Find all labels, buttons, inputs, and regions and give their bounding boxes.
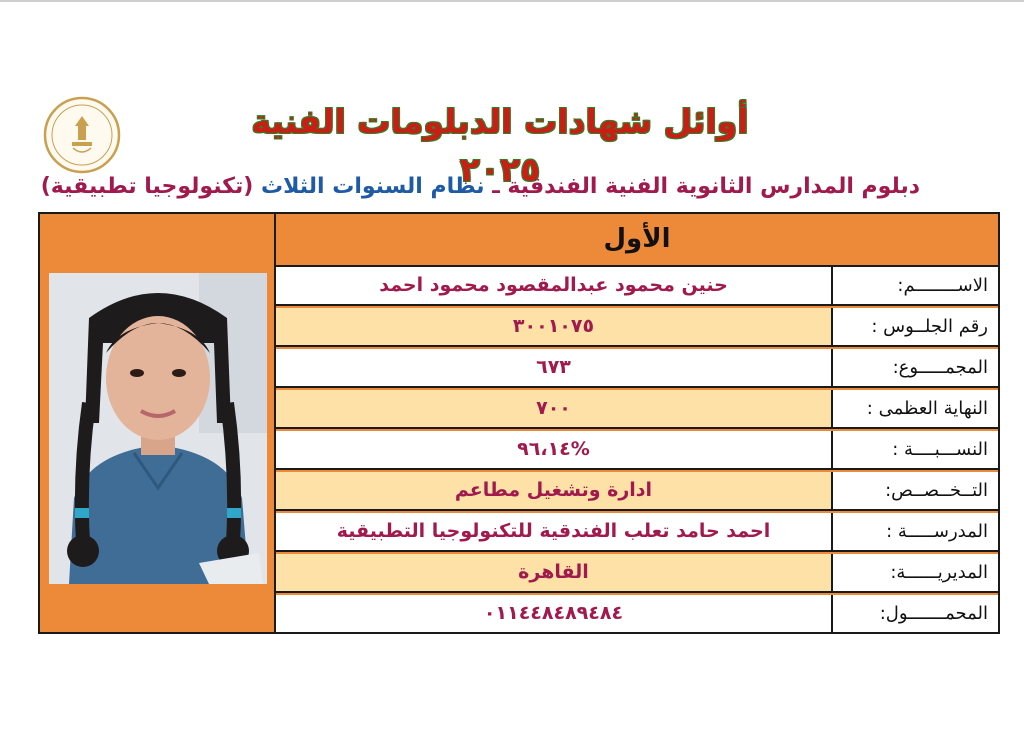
subtitle-track: (تكنولوجيا تطبيقية)	[40, 174, 254, 199]
top-divider	[0, 0, 1024, 2]
value-directorate: القاهرة	[276, 554, 833, 591]
subtitle-diploma: دبلوم المدارس الثانوية الفنية الفندقية ـ	[484, 174, 920, 199]
ministry-seal-logo	[37, 96, 127, 174]
result-card	[38, 212, 1000, 634]
label-mobile: المحمـــــــول:	[833, 595, 998, 632]
row-percentage	[276, 431, 998, 470]
row-directorate	[276, 554, 998, 593]
value-seat-number: ٣٠٠١٠٧٥	[276, 308, 833, 345]
value-mobile: ٠١١٤٤٨٤٨٩٤٨٤	[276, 595, 833, 632]
value-school: احمد حامد تعلب الفندقية للتكنولوجيا التطبيقية	[276, 513, 833, 550]
value-total: ٦٧٣	[276, 349, 833, 386]
row-seat-number	[276, 308, 998, 347]
details-table	[276, 214, 998, 632]
row-specialization	[276, 472, 998, 511]
value-max-score: ٧٠٠	[276, 390, 833, 427]
seal-icon	[37, 96, 127, 174]
row-total	[276, 349, 998, 388]
row-mobile	[276, 595, 998, 634]
label-school: المدرســـــة :	[833, 513, 998, 550]
label-directorate: المديريــــــة:	[833, 554, 998, 591]
label-max-score: النهاية العظمى :	[833, 390, 998, 427]
page-subtitle	[40, 170, 920, 204]
row-school	[276, 513, 998, 552]
photo-column	[40, 214, 276, 632]
student-photo	[49, 273, 267, 584]
label-total: المجمـــــوع:	[833, 349, 998, 386]
label-name: الاســــــــم:	[833, 267, 998, 304]
value-name: حنين محمود عبدالمقصود محمود احمد	[276, 267, 833, 304]
label-percentage: النســـبــــة :	[833, 431, 998, 468]
subtitle-system: نظام السنوات الثلاث	[253, 174, 485, 199]
rank-header: الأول	[276, 214, 998, 267]
value-specialization: ادارة وتشغيل مطاعم	[276, 472, 833, 509]
value-percentage: %٩٦،١٤	[276, 431, 833, 468]
page-title: أوائل شهادات الدبلومات الفنية ٢٠٢٥	[251, 102, 749, 189]
label-seat-number: رقم الجلــوس :	[833, 308, 998, 345]
row-max-score	[276, 390, 998, 429]
row-name	[276, 267, 998, 306]
label-specialization: التــخــصــص:	[833, 472, 998, 509]
